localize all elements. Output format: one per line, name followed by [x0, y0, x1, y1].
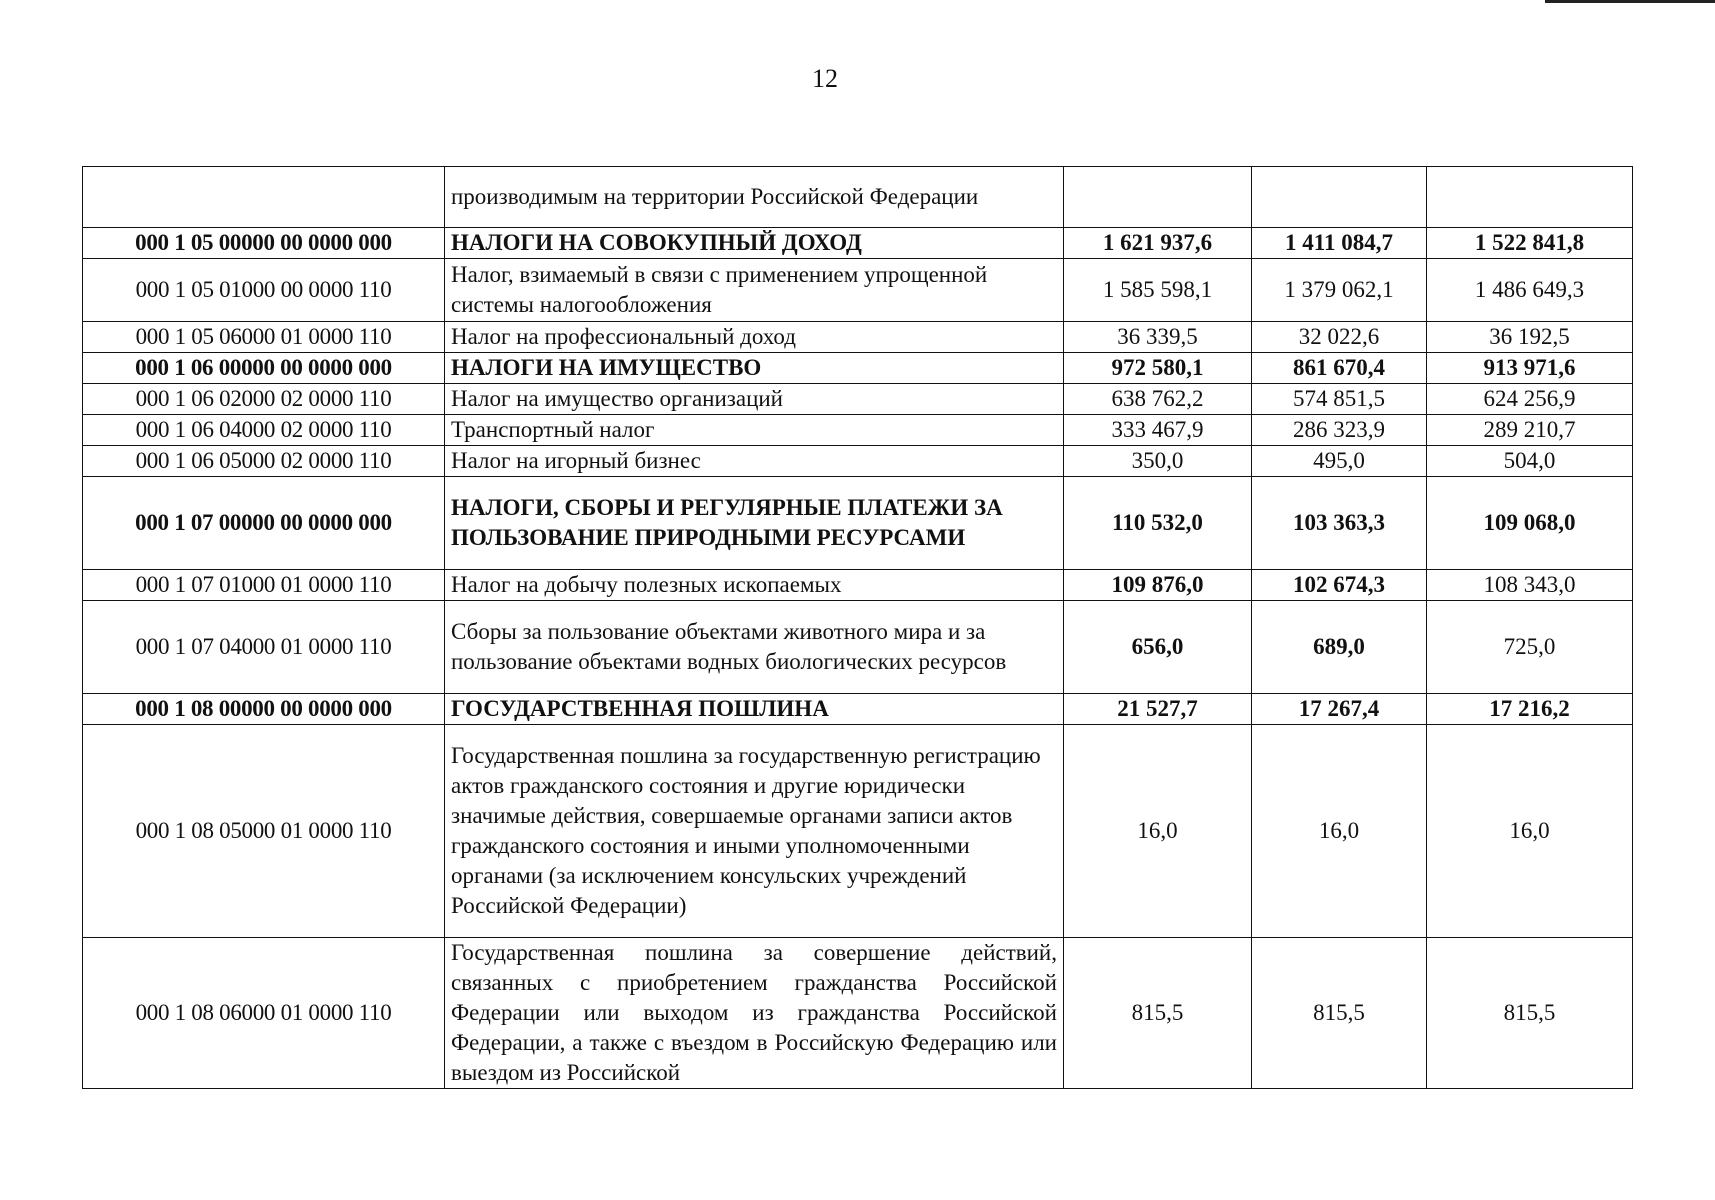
table-row — [83, 601, 1633, 694]
row-value-2: 495,0 — [1252, 446, 1427, 477]
row-code: 000 1 07 04000 01 0000 110 — [83, 601, 445, 694]
table-row-section — [83, 353, 1633, 384]
row-value-3: 289 210,7 — [1427, 415, 1633, 446]
row-code: 000 1 06 04000 02 0000 110 — [83, 415, 445, 446]
row-value-3: 108 343,0 — [1427, 570, 1633, 601]
row-code: 000 1 06 05000 02 0000 110 — [83, 446, 445, 477]
row-code: 000 1 06 00000 00 0000 000 — [83, 353, 445, 384]
row-value-1 — [1064, 167, 1252, 228]
row-name: Сборы за пользование объектами животного мира и за пользование объектами водных биологических ресурсов — [445, 601, 1064, 694]
row-value-1: 656,0 — [1064, 601, 1252, 694]
row-code: 000 1 08 05000 01 0000 110 — [83, 725, 445, 938]
row-value-3: 17 216,2 — [1427, 694, 1633, 725]
row-value-1: 350,0 — [1064, 446, 1252, 477]
row-name: Налог на профессиональный доход — [445, 322, 1064, 353]
row-name: производимым на территории Российской Федерации — [445, 167, 1064, 228]
table-row — [83, 167, 1633, 228]
top-edge-rule — [1545, 0, 1715, 3]
row-name: Налог на добычу полезных ископаемых — [445, 570, 1064, 601]
table-row — [83, 384, 1633, 415]
row-name: НАЛОГИ НА ИМУЩЕСТВО — [445, 353, 1064, 384]
row-value-2: 1 379 062,1 — [1252, 259, 1427, 322]
table-row — [83, 570, 1633, 601]
row-value-3: 815,5 — [1427, 938, 1633, 1089]
table-row — [83, 938, 1633, 1089]
row-value-1: 1 621 937,6 — [1064, 228, 1252, 259]
table-row — [83, 322, 1633, 353]
row-value-2: 574 851,5 — [1252, 384, 1427, 415]
budget-revenue-table — [82, 166, 1633, 1089]
row-value-1: 815,5 — [1064, 938, 1252, 1089]
row-value-2: 103 363,3 — [1252, 477, 1427, 570]
row-value-2: 102 674,3 — [1252, 570, 1427, 601]
row-value-2: 689,0 — [1252, 601, 1427, 694]
row-value-3: 109 068,0 — [1427, 477, 1633, 570]
row-name: Налог на игорный бизнес — [445, 446, 1064, 477]
row-value-3 — [1427, 167, 1633, 228]
table-row — [83, 259, 1633, 322]
row-value-3: 16,0 — [1427, 725, 1633, 938]
table-row-section — [83, 694, 1633, 725]
row-value-2: 32 022,6 — [1252, 322, 1427, 353]
row-value-3: 1 486 649,3 — [1427, 259, 1633, 322]
row-value-1: 21 527,7 — [1064, 694, 1252, 725]
row-code: 000 1 05 01000 00 0000 110 — [83, 259, 445, 322]
row-name: Государственная пошлина за совершение действий, связанных с приобретением гражданства Российской Федерации или выходом из гражданства Российской Федерации, а также с въездом в Российскую Федерацию или выездом из Российской — [445, 938, 1064, 1089]
row-value-1: 36 339,5 — [1064, 322, 1252, 353]
row-name: Налог на имущество организаций — [445, 384, 1064, 415]
row-name: Государственная пошлина за государственную регистрацию актов гражданского состояния и другие юридически значимые действия, совершаемые органами записи актов гражданского состояния и иными уполномоченными органами (за исключением консульских учреждений Российской Федерации) — [445, 725, 1064, 938]
row-code: 000 1 08 00000 00 0000 000 — [83, 694, 445, 725]
table-row — [83, 725, 1633, 938]
row-name: Налог, взимаемый в связи с применением упрощенной системы налогообложения — [445, 259, 1064, 322]
row-value-3: 725,0 — [1427, 601, 1633, 694]
row-value-1: 16,0 — [1064, 725, 1252, 938]
row-value-3: 1 522 841,8 — [1427, 228, 1633, 259]
row-value-3: 504,0 — [1427, 446, 1633, 477]
row-name: НАЛОГИ, СБОРЫ И РЕГУЛЯРНЫЕ ПЛАТЕЖИ ЗА ПОЛЬЗОВАНИЕ ПРИРОДНЫМИ РЕСУРСАМИ — [445, 477, 1064, 570]
row-code: 000 1 06 02000 02 0000 110 — [83, 384, 445, 415]
row-code — [83, 167, 445, 228]
row-value-3: 624 256,9 — [1427, 384, 1633, 415]
row-value-1: 1 585 598,1 — [1064, 259, 1252, 322]
row-value-1: 109 876,0 — [1064, 570, 1252, 601]
table-row-section — [83, 477, 1633, 570]
row-code: 000 1 05 00000 00 0000 000 — [83, 228, 445, 259]
row-value-1: 638 762,2 — [1064, 384, 1252, 415]
row-code: 000 1 07 00000 00 0000 000 — [83, 477, 445, 570]
row-value-2: 17 267,4 — [1252, 694, 1427, 725]
table-row-section — [83, 228, 1633, 259]
row-value-3: 913 971,6 — [1427, 353, 1633, 384]
table-row — [83, 415, 1633, 446]
row-value-1: 333 467,9 — [1064, 415, 1252, 446]
table-row — [83, 446, 1633, 477]
row-value-1: 110 532,0 — [1064, 477, 1252, 570]
row-name: ГОСУДАРСТВЕННАЯ ПОШЛИНА — [445, 694, 1064, 725]
row-value-2: 815,5 — [1252, 938, 1427, 1089]
row-value-2: 16,0 — [1252, 725, 1427, 938]
row-code: 000 1 08 06000 01 0000 110 — [83, 938, 445, 1089]
row-value-2: 286 323,9 — [1252, 415, 1427, 446]
row-name: НАЛОГИ НА СОВОКУПНЫЙ ДОХОД — [445, 228, 1064, 259]
row-value-2: 861 670,4 — [1252, 353, 1427, 384]
row-code: 000 1 07 01000 01 0000 110 — [83, 570, 445, 601]
row-name: Транспортный налог — [445, 415, 1064, 446]
row-value-2: 1 411 084,7 — [1252, 228, 1427, 259]
row-value-3: 36 192,5 — [1427, 322, 1633, 353]
row-value-2 — [1252, 167, 1427, 228]
row-value-1: 972 580,1 — [1064, 353, 1252, 384]
row-code: 000 1 05 06000 01 0000 110 — [83, 322, 445, 353]
page-number: 12 — [812, 64, 838, 93]
